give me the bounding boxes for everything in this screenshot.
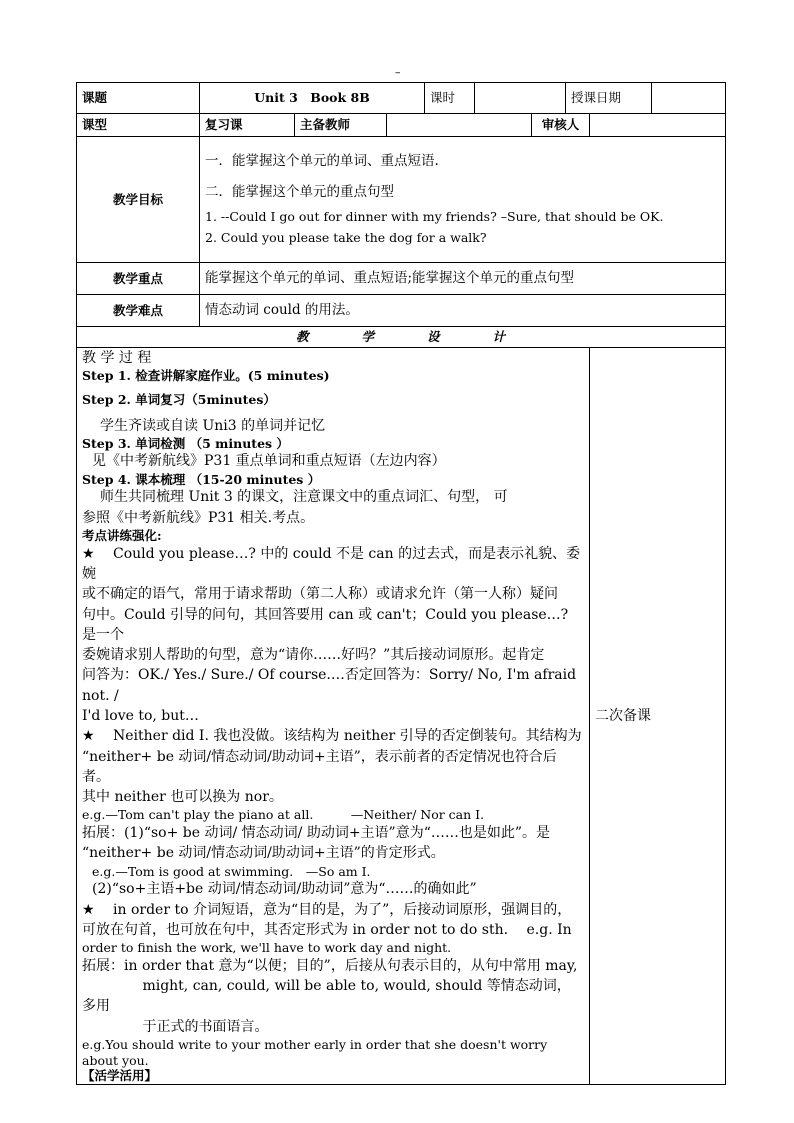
process-line: 问答为：OK./ Yes./ Sure./ Of course.…否定回答为：Sorry/ No, I'm afraid not. / xyxy=(82,667,577,704)
process-line xyxy=(82,384,584,392)
process-line: 可放在句首，也可放在句中，其否定形式为 in order not to do sth. e.g. In xyxy=(82,921,572,938)
label-reviewer: 审核人 xyxy=(532,114,590,137)
process-line: (2)“so+主语+be 动词/情态动词/助动词”意为“……的确如此” xyxy=(92,881,477,898)
design-heading xyxy=(77,327,726,348)
process-line: e.g.—Tom can't play the piano at all. —Neither/ Nor can I. xyxy=(82,807,485,823)
process-line: 见《中考新航线》P31 重点单词和重点短语（左边内容） xyxy=(92,453,446,470)
period-value xyxy=(475,83,566,114)
process-line: 拓展：(1)“so+ be 动词/ 情态动词/ 助动词+主语”意为“……也是如此”。是 xyxy=(82,825,551,842)
label-teacher: 主备教师 xyxy=(295,114,387,137)
process-line: 拓展：in order that 意为“以便；目的”，后接从句表示目的，从句中常用 may, xyxy=(82,957,578,974)
process-line: e.g.—Tom is good at swimming. —So am I. xyxy=(92,863,371,879)
design-char: 教 xyxy=(295,329,310,345)
side-notes-title: 二次备课 xyxy=(595,707,652,724)
type-value: 复习课 xyxy=(200,114,295,137)
process-line xyxy=(82,408,584,416)
process-line: e.g.You should write to your mother early in order that she doesn't worry about you. xyxy=(82,1037,548,1068)
label-key-points: 教学重点 xyxy=(77,263,200,295)
process-line: ★ in order to 介词短语，意为“目的是，为了”，后接动词原形，强调目的， xyxy=(82,901,572,918)
teacher-value xyxy=(387,114,532,137)
goal-line: 2. Could you please take the dog for a walk? xyxy=(205,230,487,246)
process-line: 学生齐读或自读 Uni3 的单词并记忆 xyxy=(100,417,326,434)
process-line: “neither+ be 动词/情态动词/助动词+主语”的肯定形式。 xyxy=(82,845,445,862)
goal-line: 一．能掌握这个单元的单词、重点短语. xyxy=(205,153,439,169)
process-line: 于正式的书面语言。 xyxy=(82,1018,269,1035)
process-line: Step 2. 单词复习（5minutes） xyxy=(82,391,276,407)
design-char: 计 xyxy=(492,329,507,345)
header-mark: – xyxy=(395,66,401,79)
process-title: 教 学 过 程 xyxy=(82,350,152,366)
label-goals: 教学目标 xyxy=(77,137,200,263)
design-char: 设 xyxy=(427,329,441,345)
label-date: 授课日期 xyxy=(566,83,652,114)
lesson-plan-table xyxy=(76,82,726,1085)
process-cell xyxy=(77,348,590,1085)
process-line: might, can, could, will be able to, would, should 等情态动词，多用 xyxy=(82,978,571,1015)
process-line: 参照《中考新航线》P31 相关.考点。 xyxy=(82,509,315,526)
key-points-text: 能掌握这个单元的单词、重点短语;能掌握这个单元的重点句型 xyxy=(200,263,726,295)
process-line: Step 1. 检查讲解家庭作业。(5 minutes) xyxy=(82,368,330,384)
difficulty-text: 情态动词 could 的用法。 xyxy=(200,295,726,327)
process-line: order to finish the work, we'll have to work day and night. xyxy=(82,940,452,956)
goal-line: 1. --Could I go out for dinner with my friends? –Sure, that should be OK. xyxy=(205,208,664,224)
process-line: 句中。Could 引导的问句，其回答要用 can 或 can't；Could you please…? 是一个 xyxy=(82,606,569,643)
label-period: 课时 xyxy=(425,83,475,114)
process-line: 委婉请求别人帮助的句型，意为“请你……好吗？”其后接动词原形。起肯定 xyxy=(82,647,545,664)
process-line: “neither+ be 动词/情态动词/助动词+主语”，表示前者的否定情况也符合后者。 xyxy=(82,748,557,785)
topic-value: Unit 3 Book 8B xyxy=(200,83,425,114)
process-line: ★ Could you please…? 中的 could 不是 can 的过去式，而是表示礼貌、委婉 xyxy=(82,545,581,582)
process-line: 师生共同梳理 Unit 3 的课文，注意课文中的重点词汇、句型， 可 xyxy=(100,489,508,506)
reviewer-value xyxy=(590,114,726,137)
label-topic: 课题 xyxy=(77,83,200,114)
process-line: 或不确定的语气，常用于请求帮助（第二人称）或请求允许（第一人称）疑问 xyxy=(82,586,558,603)
process-line: 其中 neither 也可以换为 nor。 xyxy=(82,789,283,806)
goal-line: 二．能掌握这个单元的重点句型 xyxy=(205,183,394,200)
label-difficulty: 教学难点 xyxy=(77,295,200,327)
process-line: Step 4. 课本梳理 （15-20 minutes ） xyxy=(82,471,321,487)
process-line: 【活学活用】 xyxy=(82,1068,158,1084)
process-line: I'd love to, but… xyxy=(82,707,199,724)
process-line: ★ Neither did I. 我也没做。该结构为 neither 引导的否定倒装句。其结构为 xyxy=(82,728,582,745)
label-type: 课型 xyxy=(77,114,200,137)
process-line: Step 3. 单词检测 （5 minutes ） xyxy=(82,435,289,451)
side-notes-cell xyxy=(590,348,726,1085)
date-value xyxy=(652,83,726,114)
design-char: 学 xyxy=(361,329,376,345)
goals-content xyxy=(200,137,726,263)
process-lines xyxy=(82,368,584,1084)
process-line: 考点讲练强化: xyxy=(82,527,162,543)
